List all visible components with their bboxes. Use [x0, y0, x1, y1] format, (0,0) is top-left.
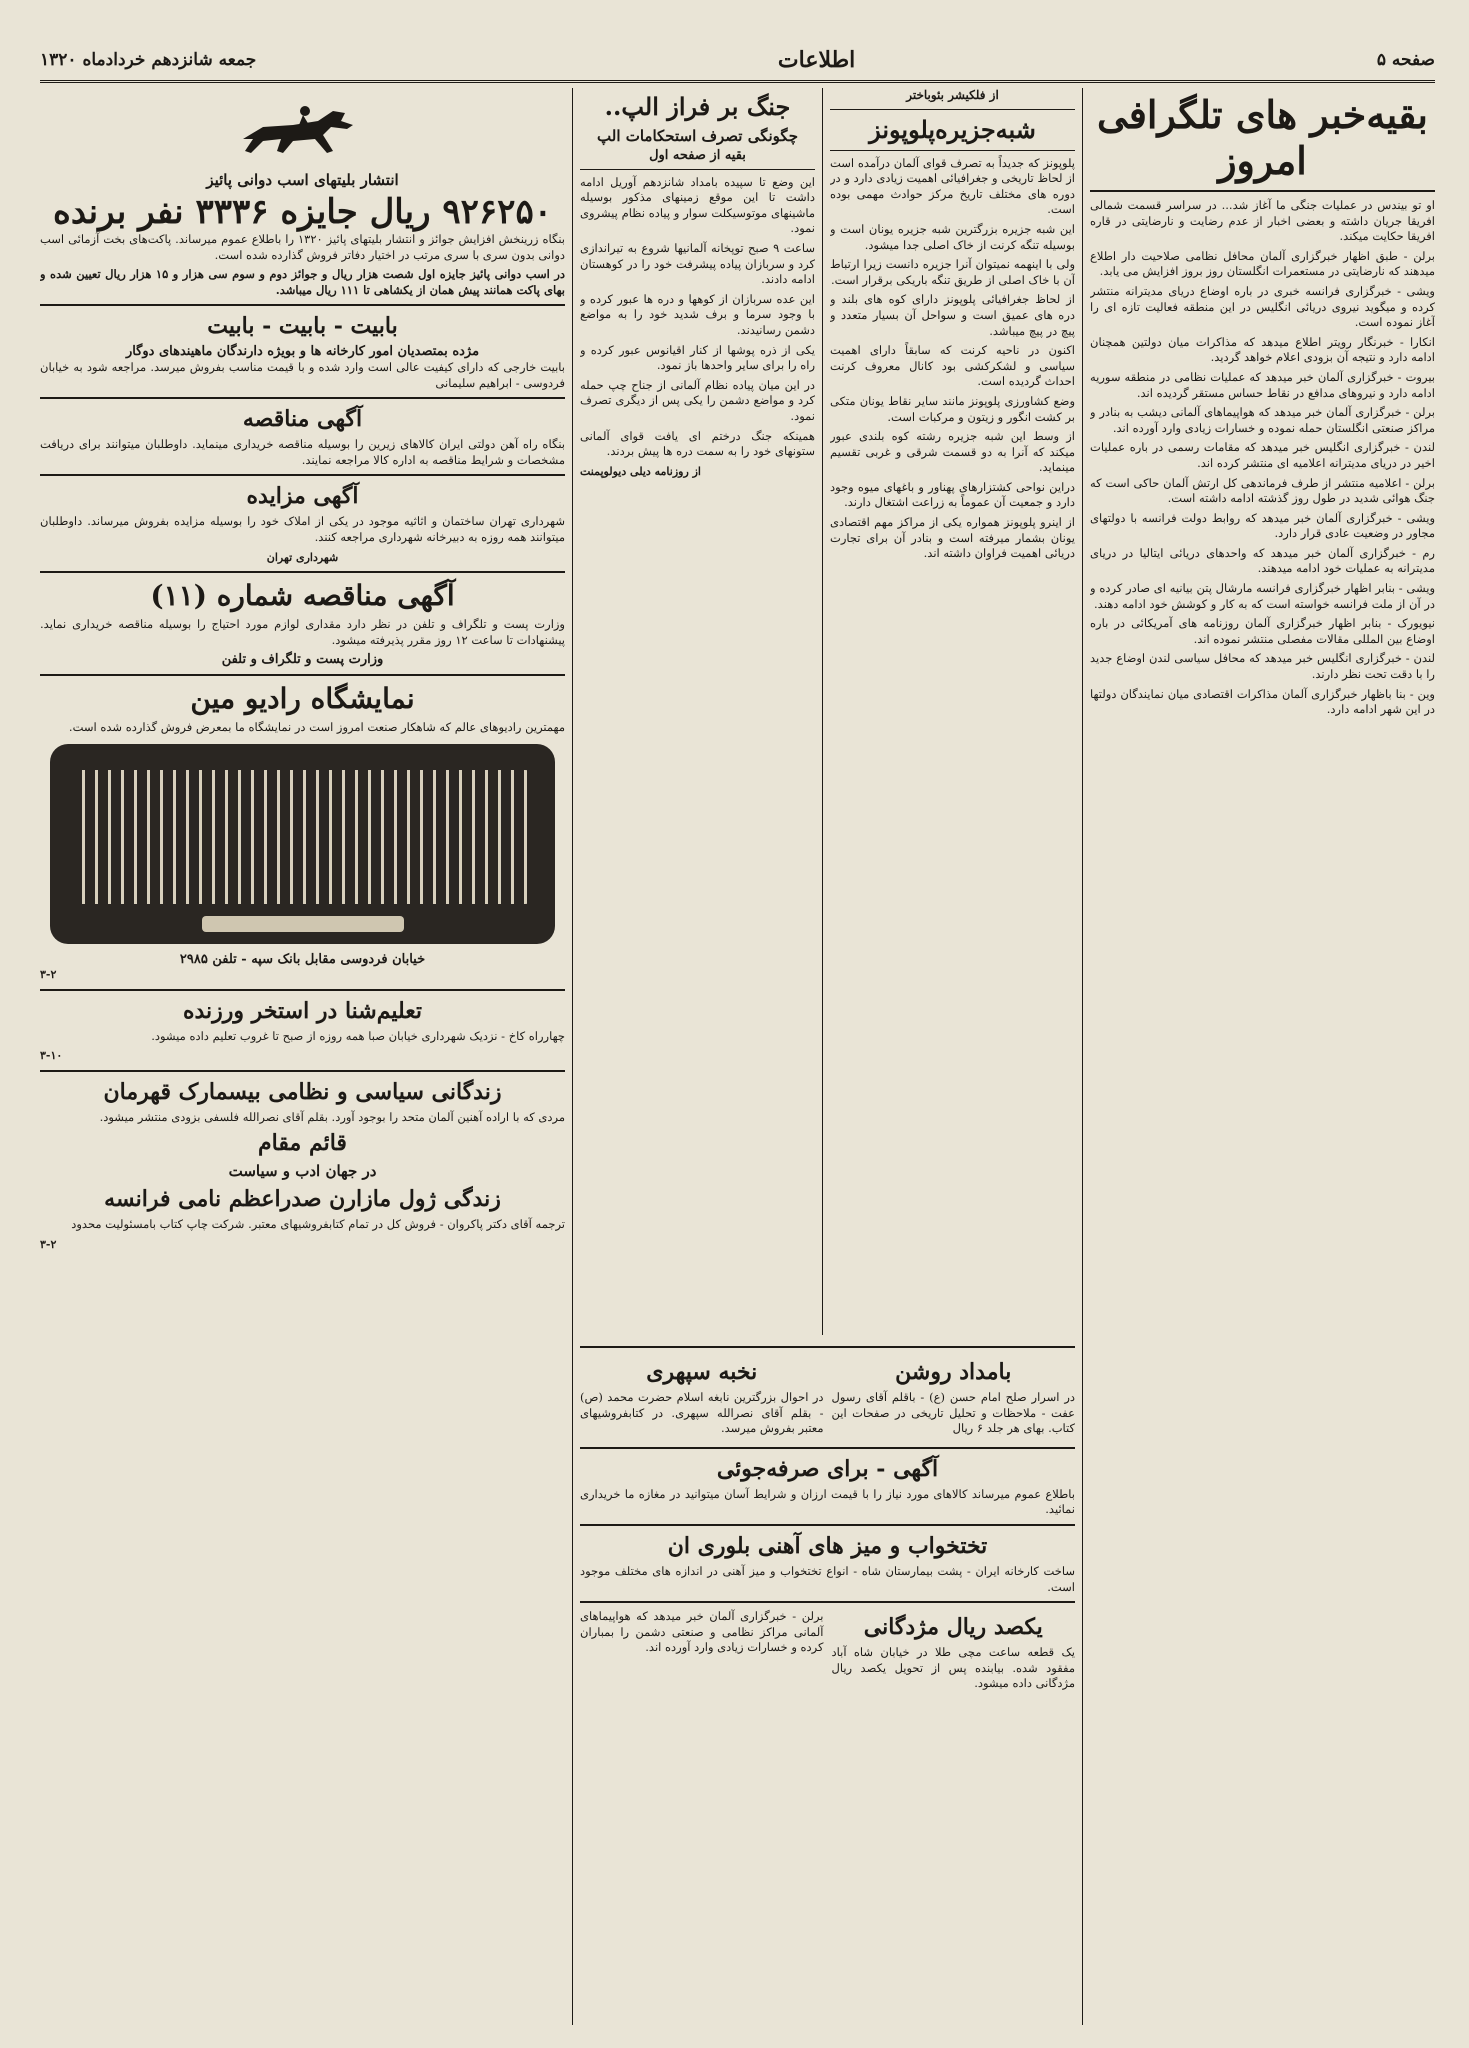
article-paragraph: از وسط این شبه جزیره رشته کوه بلندی عبور میکند که آنرا به دو قسمت شرقی و غربی تقسیم مینماید. [830, 429, 1075, 475]
news-paragraph: برلن - خبرگزاری آلمان خبر میدهد که هواپیماهای آلمانی دیشب به بنادر و مراکز صنعتی انگلستان حمله نموده و خسارات زیادی وارد آورده اند. [1090, 405, 1435, 435]
news-paragraph: وین - بنا باظهار خبرگزاری آلمان مذاکرات اقتصادی میان نمایندگان دولتها در این شهر ادامه دارد. [1090, 686, 1435, 717]
babbitt-title: بابیت - بابیت - بابیت [207, 313, 398, 340]
babbitt-sub: مژده بمتصدیان امور کارخانه ها و بویژه دارندگان ماهیندهای دوگار [125, 344, 480, 360]
radio-title: نمایشگاه رادیو مین [190, 681, 415, 715]
article-paragraph: این عده سربازان از کوهها و دره ها عبور کرده و با وجود سرما و برف شدید خود را به مواضع دشمن رسانیدند. [580, 291, 815, 337]
news-paragraph: ویشی - خبرگزاری آلمان خبر میدهد که روابط دولت فرانسه با دولتهای مجاور در وضعیت عادی قرار دارد. [1090, 510, 1435, 541]
news-paragraph: انکارا - خبرنگار رویتر اطلاع میدهد که مذاکرات میان دولتین همچنان ادامه دارد و نتیجه آن بزودی اعلام خواهد گردید. [1090, 334, 1435, 365]
tender2-text: وزارت پست و تلگراف و تلفن در نظر دارد مقداری لوازم مورد احتیاج را بوسیله مناقصه خریداری نماید. پیشنهادات تا ساعت ۱۲ روز مقرر پذیرفته میشود. [40, 617, 565, 647]
column-peloponnese [830, 88, 1075, 1335]
article-paragraph: از لحاظ جغرافیائی پلوپونز دارای کوه های بلند و دره های عمیق است و سواحل آن بسیار متعدد و پیچ در پیچ میباشد. [830, 292, 1075, 338]
radio-caption: خیابان فردوسی مقابل بانک سپه - تلفن ۲۹۸۵ [179, 951, 426, 967]
article-paragraph: ولی با اینهمه نمیتوان آنرا جزیره دانست زیرا ارتباط آن با خاک اصلی از طریق تنگه باریکی برقرار است. [830, 257, 1075, 287]
ad-reference: ۳-۲ [40, 1238, 57, 1252]
article-kicker: از فلکیشر بئوباختر [906, 88, 999, 102]
qaem-sub: در جهان ادب و سیاست [228, 1162, 377, 1181]
article-paragraph: ساعت ۹ صبح توپخانه آلمانیها شروع به تیراندازی کرد و سربازان پیاده پیشرفت خود را در کوهستان ادامه دادند. [580, 240, 815, 287]
alps-headline: جنگ بر فراز الپ.. [604, 92, 791, 121]
horse-race-illustration [40, 94, 565, 164]
article-paragraph: وضع کشاورزی پلوپونز مانند سایر نقاط یونان متکی بر کشت انگور و زیتون و مرکبات است. [830, 393, 1075, 424]
continued-label: بقیه از صفحه اول [649, 148, 746, 163]
peloponnese-headline: شبه‌جزیره‌پلوپونز [869, 114, 1036, 144]
news-paragraph: لندن - خبرگزاری انگلیس خبر میدهد که محافل سیاسی لندن اوضاع جدید را با دقت تحت نظر دارند. [1090, 651, 1435, 682]
radio-text: مهمترین رادیوهای عالم که شاهکار صنعت امروز است در نمایشگاه ما بمعرض فروش گذارده شده است. [68, 719, 565, 734]
news-paragraph: ویشی - بنابر اظهار خبرگزاری فرانسه مارشال پتن بیانیه ای صادر کرده و در آن از ملت فرانسه خواسته است که به کار و کوشش خود ادامه دهند. [1090, 581, 1435, 611]
masthead [40, 40, 1435, 83]
elite-book-ad [580, 1354, 824, 1441]
article-paragraph: همینکه جنگ درختم ای یافت قوای آلمانی ستونهای خود را به سمت دره ها پیش بردند. [580, 428, 815, 459]
page-number: صفحه ۵ [1376, 50, 1435, 70]
auction-text: شهرداری تهران ساختمان و اثاثیه موجود در یکی از املاک خود را بوسیله مزایده بفروش میرساند. داوطلبان میتوانند همه روزه به دبیرخانه شهرداری مراجعه کنند. [40, 514, 565, 544]
alps-subhead: چگونگی تصرف استحکامات الپ [597, 127, 798, 145]
prize-amount: ۹۲۶۲۵۰ ریال جایزه ۳۳۳۶ نفر برنده [53, 192, 552, 232]
press-title: آگهی - برای صرفه‌جوئی [716, 1455, 939, 1482]
newspaper-page [40, 40, 1435, 2025]
horse-race-text: بنگاه زرینخش افزایش جوائز و انتشار بلیتهای پائیز ۱۳۲۰ را باطلاع عموم میرساند. پاکت‌های بخت آزمائی اسب دوانی بدون سری با سری مرتب در اختیار دفاتر فروش گذارده شده است. [40, 232, 565, 262]
horse-race-text-2: در اسب دوانی پائیز جایزه اول شصت هزار ریال و جوائز دوم و سوم سی هزار و ۱۵ هزار ریال تعیین شده و بهای پاکت همانند پیش همان از یکشاهی تا ۱۱۱ ریال میباشد. [40, 267, 565, 297]
radio-illustration [50, 744, 555, 944]
news-paragraph: لندن - خبرگزاری انگلیس خبر میدهد که مقامات رسمی در باره عملیات اخیر در دریای مدیترانه اعلامیه ای منتشر کرده اند. [1090, 440, 1435, 470]
radio-grille [72, 770, 533, 904]
bismarck-title: زندگانی سیاسی و نظامی بیسمارک قهرمان [103, 1078, 502, 1105]
reward-text: یک قطعه ساعت مچی طلا در خیابان شاه آباد مفقود شده. بیابنده پس از تحویل یکصد ریال مژدگانی داده میشود. [831, 1645, 1075, 1691]
news-paragraph: نیویورک - بنابر اظهار خبرگزاری آلمان روزنامه های آمریکائی در باره اوضاع بین المللی مقالات مفصلی منتشر نموده اند. [1090, 616, 1435, 646]
column-advertisements [40, 88, 565, 2025]
news-paragraph: برلن - اعلامیه منتشر از طرف فرماندهی کل ارتش آلمان حاکی است که جنگ هوائی شدید در طول روز گذشته ادامه داشته است. [1090, 475, 1435, 506]
telegraph-headline: بقیه‌خبر های تلگرافی امروز [1097, 92, 1428, 183]
horse-rider-icon [223, 99, 383, 159]
news-paragraph: او تو بیندس در عملیات جنگی ما آغاز شد... در سراسر قسمت شمالی افریقا جریان داشته و بعضی اخبار از عدم رضایت و نارضایتی در قاره افریقا حکایت میکند. [1090, 198, 1435, 244]
swim-text: چهارراه کاخ - نزدیک شهرداری خیابان صبا همه روزه از صبح تا غروب تعلیم داده میشود. [151, 1028, 565, 1043]
tender2-signature: وزارت پست و تلگراف و تلفن [221, 652, 384, 668]
elite-text: در احوال بزرگترین نابغه اسلام حضرت محمد (ص) - بقلم آقای نصرالله سپهری. در کتابفروشیهای معتبر بفروش میرسد. [580, 1390, 824, 1436]
bed-text: ساخت کارخانه ایران - پشت بیمارستان شاه - انواع تختخواب و میز آهنی در اندازه های مختلف موجود است. [580, 1563, 1075, 1594]
article-paragraph: در این میان پیاده نظام آلمانی از جناح چپ حمله کرد و مواضع دشمن را یکی پس از دیگری تصرف نمود. [580, 377, 815, 423]
article-credit: از روزنامه دیلی دیولوپمنت [580, 464, 701, 478]
mazarin-title: زندگی ژول مازارن صدراعظم نامی فرانسه [104, 1186, 501, 1213]
tender2-title: آگهی مناقصه شماره (۱۱) [150, 579, 455, 613]
mazarin-text: ترجمه آقای دکتر پاکروان - فروش کل در تمام کتابفروشیهای معتبر. شرکت چاپ کتاب بامسئولیت محدود [71, 1217, 565, 1232]
tender-text: بنگاه راه آهن دولتی ایران کالاهای زیرین را بوسیله مناقصه خریداری مینماید. داوطلبان میتوانند برای دریافت مشخصات و شرایط مناقصه به اداره کالا مراجعه نمایند. [40, 437, 565, 467]
article-paragraph: این وضع تا سپیده بامداد شانزدهم آوریل ادامه داشت تا این موقع زمینهای مذکور بوسیله ماشینهای موتوسیکلت سوار و پیاده نظام پیشروی نمود. [580, 174, 815, 236]
news-paragraph: برلن - طبق اظهار خبرگزاری آلمان محافل نظامی صلاحیت دار اطلاع میدهند که نارضایتی در مستعمرات انگلستان روز بروز افزایش می یابد. [1090, 248, 1435, 279]
babbitt-text: بابیت خارجی که دارای کیفیت عالی است وارد شده و با قیمت مناسب بفروش میرسد. مراجعه شود به خیابان فردوسی - ابراهیم سلیمانی [40, 359, 565, 390]
auction-signature: شهرداری تهران [266, 550, 339, 564]
elite-title: نخبه سپهری [646, 1359, 758, 1385]
bed-title: تختخواب و میز های آهنی بلوری ان [667, 1532, 988, 1559]
auction-title: آگهی مزایده [246, 483, 359, 510]
column-alps-war [580, 88, 815, 1335]
reward-ad [832, 1609, 1076, 1696]
article-paragraph: دراین نواحی کشتزارهای پهناور و باغهای میوه وجود دارد و جمعیت آن عموماً به زراعت اشتغال دارند. [830, 479, 1075, 510]
bottom-ads-block [580, 1340, 1075, 2025]
column-telegraph-news [1090, 88, 1435, 2025]
press-text: باطلاع عموم میرساند کالاهای مورد نیاز را با قیمت ارزان و شرایط آسان میتوانید در مغازه ما خریداری نمائید. [580, 1486, 1075, 1517]
issue-date: جمعه شانزدهم خردادماه ۱۳۲۰ [40, 50, 257, 70]
news-paragraph: برلن - خبرگزاری آلمان خبر میدهد که هواپیماهای آلمانی مراکز نظامی و صنعتی دشمن را بمباران کرده و خسارات زیادی وارد آورده اند. [580, 1609, 824, 1655]
ad-reference: ۳-۱۰ [40, 1049, 63, 1063]
article-paragraph: یکی از ذره پوشها از کنار اقیانوس عبور کرده و راه را برای سایر واحدها باز نمود. [580, 342, 815, 373]
news-paragraph: رم - خبرگزاری آلمان خبر میدهد که واحدهای دریائی ایتالیا در دریای مدیترانه به عملیات خود ادامه میدهند. [1090, 545, 1435, 576]
short-news [580, 1609, 824, 1696]
dawn-title: بامداد روشن [895, 1359, 1012, 1385]
tender-title: آگهی مناقصه [242, 406, 363, 433]
qaem-title: قائم مقام [258, 1130, 347, 1157]
radio-dial [202, 916, 404, 932]
article-paragraph: اکنون در ناحیه کرنت که سابقاً دارای اهمیت سیاسی و لشکرکشی بود کانال معروف کرنت احداث گردیده است. [830, 343, 1075, 389]
news-paragraph: بیروت - خبرگزاری آلمان خبر میدهد که عملیات نظامی در منطقه سوریه ادامه دارد و نیروهای مدافع در نقاط حساس مستقر گردیده اند. [1090, 369, 1435, 400]
dawn-book-ad [832, 1354, 1076, 1441]
swim-title: تعلیم‌شنا در استخر ورزنده [182, 997, 423, 1024]
bismarck-text: مردی که با اراده آهنین آلمان متحد را بوجود آورد. بقلم آقای نصرالله فلسفی بزودی منتشر میشود. [99, 1109, 565, 1124]
dawn-text: در اسرار صلح امام حسن (ع) - باقلم آقای رسول عفت - ملاحظات و تحلیل تاریخی در صفحات این کتاب. بهای هر جلد ۶ ریال [831, 1390, 1075, 1436]
paper-name: اطلاعات [777, 47, 856, 73]
article-paragraph: پلوپونز که جدیداً به تصرف قوای آلمان درآمده است از لحاظ تاریخی و جغرافیائی اهمیت زیادی دارد و در دوره های مختلف تاریخ مرکز حوادث مهمی بوده است. [830, 155, 1075, 217]
ad-reference: ۳-۲ [40, 968, 57, 982]
news-paragraph: ویشی - خبرگزاری فرانسه خبری در باره اوضاع دریای مدیترانه منتشر کرده و میگوید نیروی دریائی انگلیس در این منطقه فعالیت تازه ای را آغاز نموده است. [1090, 283, 1435, 330]
horse-race-title: انتشار بلیتهای اسب دوانی پائیز [206, 171, 399, 189]
article-paragraph: از اینرو پلوپونز همواره یکی از مراکز مهم اقتصادی یونان بشمار میرفته است و بنادر آن برای تجارت دریائی اهمیت فراوان داشته اند. [830, 515, 1075, 561]
reward-title: یکصد ریال مژدگانی [863, 1614, 1043, 1641]
article-paragraph: این شبه جزیره بزرگترین شبه جزیره یونان است و بوسیله تنگه کرنت از خاک اصلی جدا میشود. [830, 221, 1075, 252]
